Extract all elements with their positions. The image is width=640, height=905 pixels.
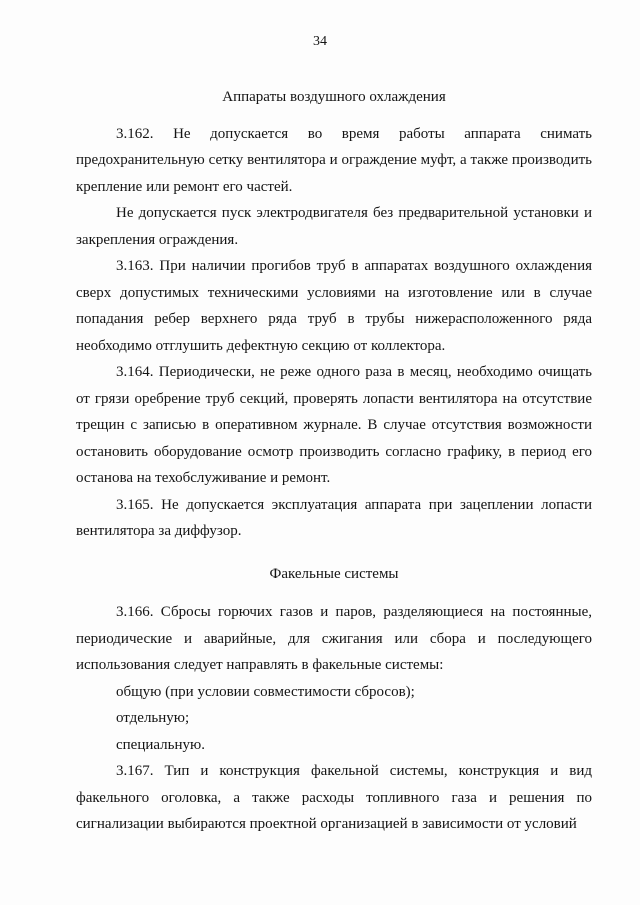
paragraph-3-162: 3.162. Не допускается во время работы аппарата снимать предохранительную сетку вентилятора и ограждение муфт, а также производить крепление или ремонт его частей. — [76, 125, 592, 195]
document-body — [76, 84, 592, 838]
list-item-general: общую (при условии совместимости сбросов); — [116, 683, 415, 700]
paragraph-3-166: 3.166. Сбросы горючих газов и паров, разделяющиеся на постоянные, периодические и аварийные, для сжигания или сбора и последующего использования следует направлять в факельные системы: — [76, 604, 592, 673]
paragraph-3-163: 3.163. При наличии прогибов труб в аппаратах воздушного охлаждения сверх допустимых техническими условиями на изготовление или в случае попадания ребер верхнего ряда труб в трубы нижерасположенного ряда необходимо отглушить дефектную секцию от коллектора. — [76, 258, 592, 354]
paragraph-motor-start: Не допускается пуск электродвигателя без предварительной установки и закрепления ограждения. — [76, 205, 592, 248]
section-heading-air-coolers: Аппараты воздушного охлаждения — [222, 89, 446, 105]
paragraph-3-164: 3.164. Периодически, не реже одного раза в месяц, необходимо очищать от грязи оребрение труб секций, проверять лопасти вентилятора на отсутствие трещин с записью в оперативном журнале. В случае отсутствия возможности остановить оборудование осмотр производить согласно графику, в период его останова на техобслуживание и ремонт. — [76, 364, 592, 486]
list-item-separate: отдельную; — [116, 710, 190, 726]
paragraph-3-165: 3.165. Не допускается эксплуатация аппарата при зацеплении лопасти вентилятора за диффузор. — [76, 496, 592, 539]
paragraph-3-167: 3.167. Тип и конструкция факельной системы, конструкция и вид факельного оголовка, а также расходы топливного газа и решения по сигнализации выбираются проектной организацией в зависимости от условий — [76, 763, 592, 832]
section-heading-flare-systems: Факельные системы — [269, 565, 399, 582]
page-number: 34 — [313, 34, 327, 49]
list-item-special: специальную. — [116, 736, 205, 753]
